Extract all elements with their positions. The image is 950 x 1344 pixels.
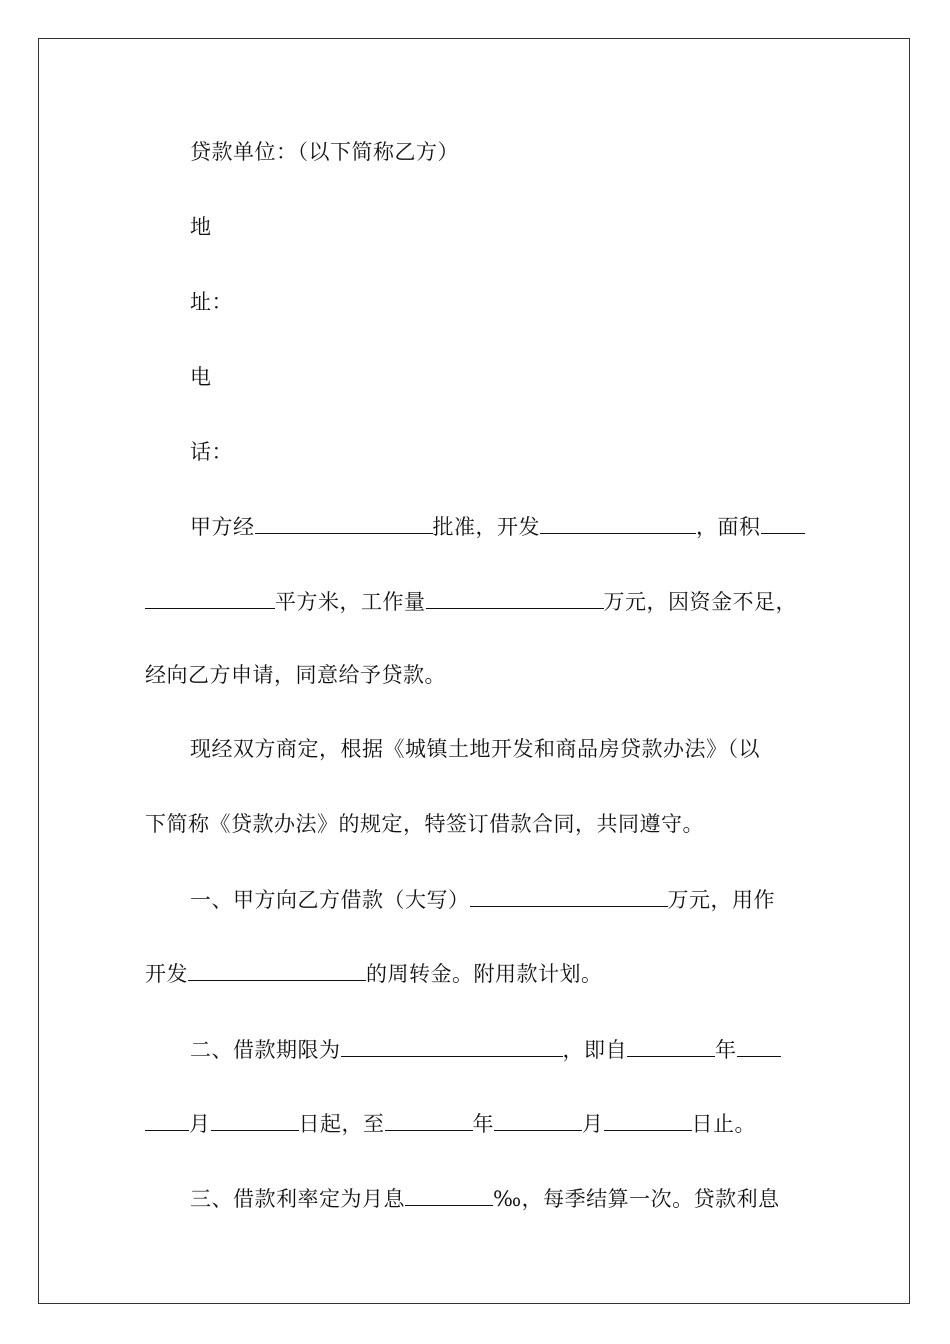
text: 甲方经 — [190, 515, 255, 539]
phone-label-part2: 话： — [190, 440, 233, 464]
fill-blank[interactable] — [494, 1108, 582, 1131]
text: 一、甲方向乙方借款（大写） — [190, 888, 470, 912]
fill-blank[interactable] — [145, 1108, 189, 1131]
fill-blank[interactable] — [211, 1108, 299, 1131]
text: 经向乙方申请，同意给予贷款。 — [145, 663, 446, 687]
text: 万元，用作 — [667, 888, 775, 912]
clause-3-line-1 — [190, 1183, 780, 1214]
address-label-part2: 址： — [190, 290, 233, 314]
text: 日止。 — [691, 1112, 756, 1136]
paragraph-1-line-1 — [190, 511, 805, 542]
phone-line-2 — [190, 437, 233, 467]
fill-blank[interactable] — [604, 1108, 692, 1131]
fill-blank[interactable] — [188, 958, 366, 981]
clause-1-line-1 — [190, 884, 775, 915]
fill-blank[interactable] — [405, 1183, 493, 1206]
phone-label-part1: 电 — [190, 365, 212, 389]
text: 平方米，工作量 — [275, 590, 426, 614]
text: 的周转金。附用款计划。 — [366, 962, 603, 986]
fill-blank[interactable] — [341, 1034, 563, 1057]
fill-blank[interactable] — [145, 586, 275, 609]
text: 年 — [715, 1038, 737, 1062]
fill-blank[interactable] — [737, 1034, 781, 1057]
text: ，即自 — [562, 1038, 627, 1062]
address-line-1 — [190, 212, 212, 242]
paragraph-2-line-2 — [145, 809, 704, 839]
fill-blank[interactable] — [426, 586, 604, 609]
text: 开发 — [145, 962, 188, 986]
clause-1-line-2 — [145, 958, 603, 989]
fill-blank[interactable] — [761, 511, 805, 534]
address-label-part1: 地 — [190, 215, 212, 239]
text: ‰，每季结算一次。贷款利息 — [493, 1187, 780, 1211]
address-line-2 — [190, 287, 233, 317]
fill-blank[interactable] — [627, 1034, 715, 1057]
lender-line — [190, 137, 459, 167]
text: ，面积 — [696, 515, 761, 539]
text: 三、借款利率定为月息 — [190, 1187, 405, 1211]
clause-2-line-1 — [190, 1034, 781, 1065]
text: 月 — [582, 1112, 604, 1136]
fill-blank[interactable] — [255, 511, 433, 534]
text: 下简称《贷款办法》的规定，特签订借款合同，共同遵守。 — [145, 812, 704, 836]
clause-2-line-2 — [145, 1108, 756, 1139]
text: 批准，开发 — [432, 515, 540, 539]
text: 年 — [472, 1112, 494, 1136]
fill-blank[interactable] — [470, 884, 668, 907]
text: 月 — [189, 1112, 211, 1136]
text: 万元，因资金不足， — [603, 590, 797, 614]
text: 日起，至 — [298, 1112, 385, 1136]
phone-line-1 — [190, 362, 212, 392]
text: 二、借款期限为 — [190, 1038, 341, 1062]
paragraph-1-line-3 — [145, 660, 446, 690]
text: 现经双方商定，根据《城镇土地开发和商品房贷款办法》（以 — [190, 737, 760, 761]
fill-blank[interactable] — [540, 511, 696, 534]
fill-blank[interactable] — [385, 1108, 473, 1131]
lender-label: 贷款单位：（以下简称乙方） — [190, 140, 459, 164]
paragraph-2-line-1 — [190, 734, 760, 764]
paragraph-1-line-2 — [145, 586, 797, 617]
